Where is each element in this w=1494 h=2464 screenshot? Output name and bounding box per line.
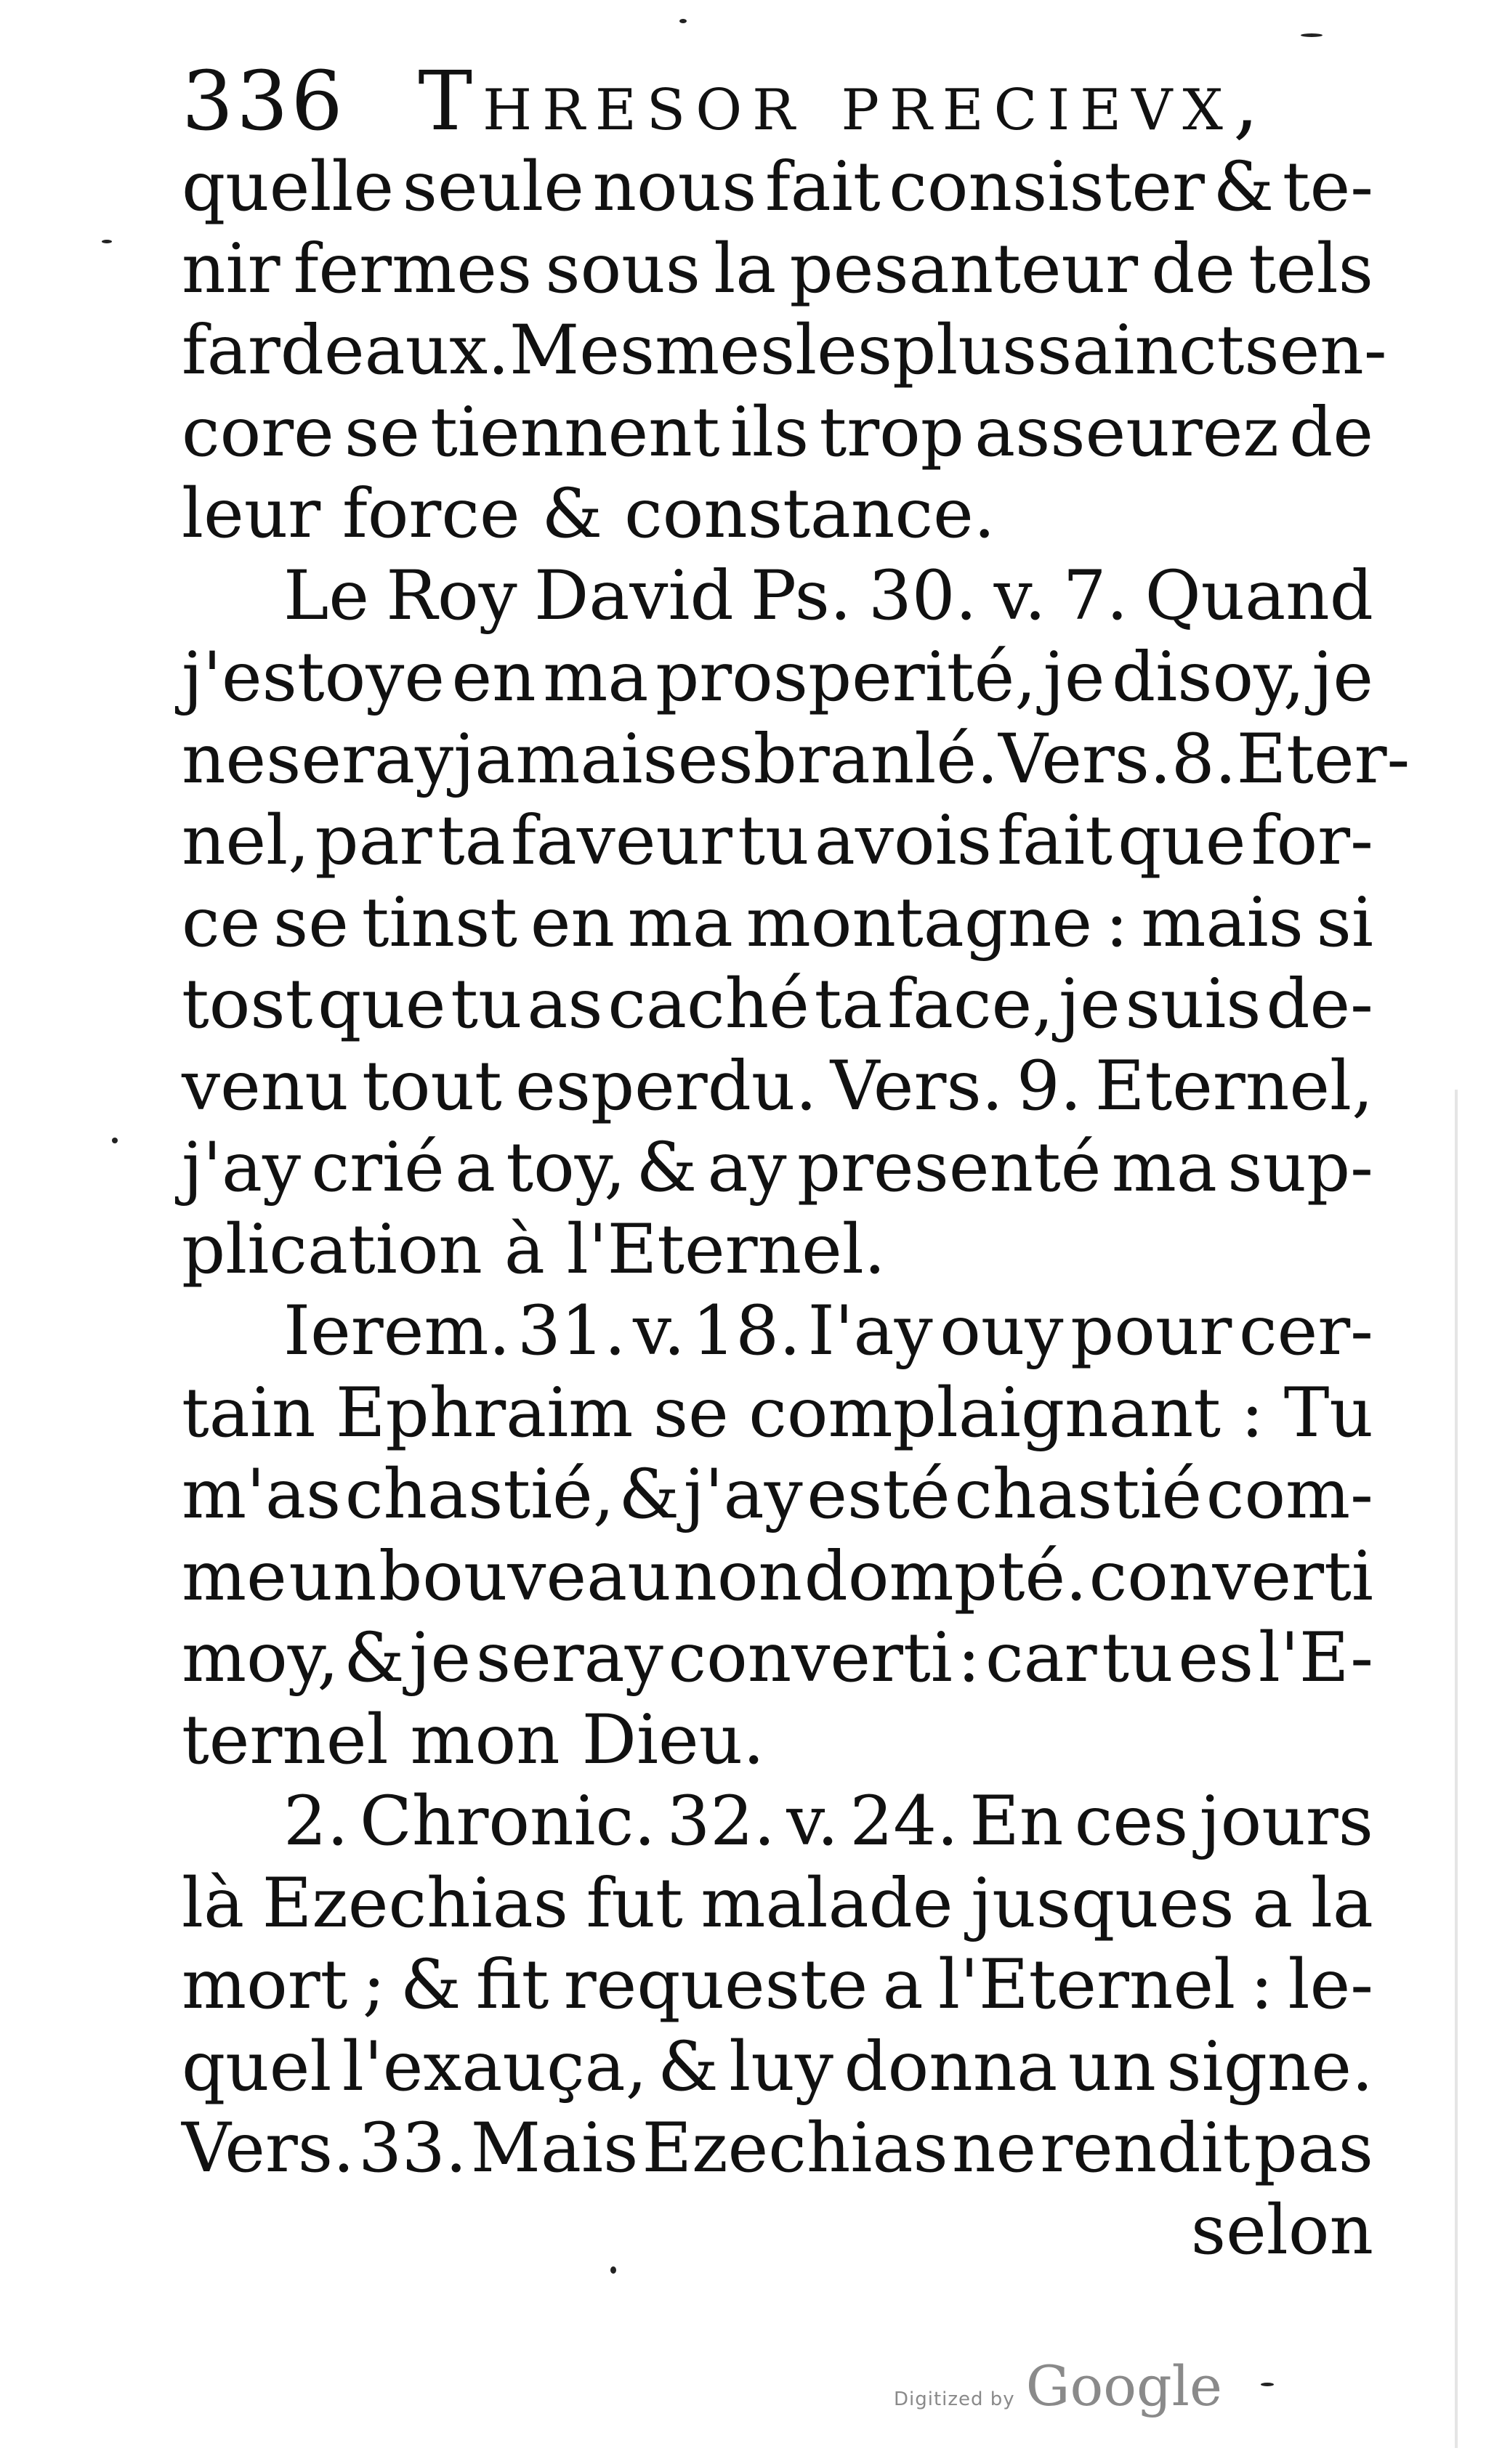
catchword: selon — [1190, 2190, 1373, 2270]
text-line: j'estoye en ma prosperité, je disoy, je — [182, 638, 1373, 717]
text-line: tain Ephraim se complaignant : Tu — [182, 1373, 1373, 1453]
text-line: mort ; & fit requeste a l'Eternel : le- — [182, 1945, 1373, 2025]
text-line: là Ezechias fut malade jusques a la — [182, 1863, 1373, 1943]
text-line: tost que tu as caché ta face, je suis de- — [182, 965, 1373, 1044]
text-line: core se tiennent ils trop asseurez de — [182, 392, 1373, 472]
text-line: fardeaux. Mesmes les plus saincts en- — [182, 311, 1387, 390]
text-line: nir fermes sous la pesanteur de tels — [182, 229, 1373, 309]
running-head: Thresor precievx, — [418, 54, 1269, 149]
text-line: venu tout esperdu. Vers. 9. Eternel, — [182, 1046, 1373, 1126]
page-body — [182, 147, 1410, 2272]
text-line: quel l'exauça, & luy donna un signe. — [182, 2027, 1373, 2107]
page-edge-shadow — [1455, 1090, 1458, 2448]
text-line: plication à l'Eternel. — [182, 1209, 886, 1289]
text-line: quelle seule nous fait consister & te- — [182, 147, 1373, 227]
text-line: me un bouveau non dompté. converti — [182, 1536, 1373, 1616]
ink-speck — [1301, 33, 1323, 37]
text-line: ne seray jamais esbranlé. Vers. 8. Eter- — [182, 719, 1410, 799]
page-header — [182, 54, 1344, 149]
text-line: m'as chastié, & j'ay esté chastié com- — [182, 1455, 1373, 1534]
ink-speck — [1261, 2383, 1274, 2386]
text-line: Le Roy David Ps. 30. v. 7. Quand — [283, 556, 1373, 636]
page-number: 336 — [182, 54, 346, 149]
text-line: j'ay crié a toy, & ay presenté ma sup- — [182, 1128, 1373, 1207]
ink-speck — [112, 1138, 118, 1143]
digitized-by-label: Digitized by — [894, 2388, 1015, 2410]
text-line: leur force & constance. — [182, 474, 996, 554]
text-line: Ierem. 31. v. 18. I'ay ouy pour cer- — [283, 1292, 1373, 1371]
ink-speck — [102, 240, 112, 243]
ink-speck — [679, 19, 687, 23]
text-line: Vers. 33. Mais Ezechias ne rendit pas — [182, 2109, 1373, 2188]
text-line: moy, & je seray converti : car tu es l'E- — [182, 1618, 1373, 1698]
text-line: ce se tinst en ma montagne : mais si — [182, 883, 1373, 962]
ink-speck — [610, 2266, 616, 2274]
text-line: ternel mon Dieu. — [182, 1700, 765, 1780]
text-line: nel, par ta faveur tu avois fait que for- — [182, 801, 1373, 880]
digitization-watermark — [894, 2354, 1222, 2418]
google-logo: Google — [1025, 2354, 1222, 2418]
text-line: 2. Chronic. 32. v. 24. En ces jours — [283, 1782, 1373, 1861]
